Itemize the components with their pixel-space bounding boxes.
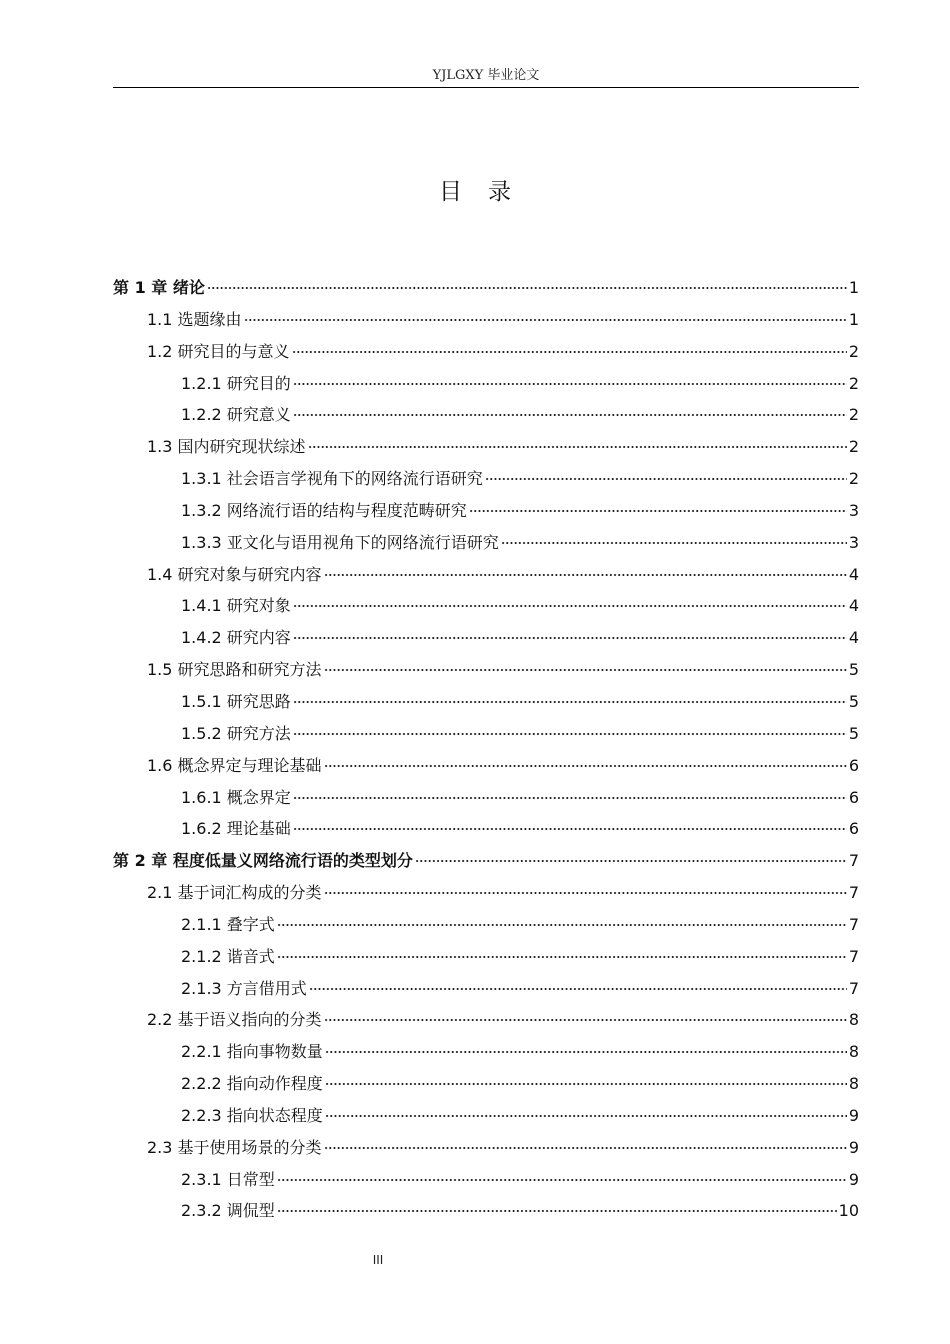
- toc-entry-page-number: 7: [848, 851, 859, 871]
- toc-entry-label: 1.4 研究对象与研究内容: [147, 564, 322, 584]
- toc-entry-label: 1.4.2 研究内容: [181, 628, 291, 648]
- toc-entry-page-number: 2: [848, 437, 859, 457]
- toc-entry-label: 2.2.2 指向动作程度: [181, 1074, 323, 1094]
- toc-entry-page-number: 9: [848, 1169, 859, 1189]
- dot-leader: [293, 637, 847, 639]
- dot-leader: [244, 319, 847, 321]
- toc-subsection-entry[interactable]: [113, 782, 859, 814]
- toc-entry-page-number: 3: [848, 500, 859, 520]
- toc-entry-label: 1.2.2 研究意义: [181, 405, 291, 425]
- toc-subsection-entry[interactable]: [113, 1164, 859, 1196]
- toc-entry-page-number: 4: [848, 564, 859, 584]
- toc-entry-label: 1.2.1 研究目的: [181, 373, 291, 393]
- toc-entry-page-number: 6: [848, 819, 859, 839]
- toc-entry-label: 2.1.2 谐音式: [181, 946, 275, 966]
- toc-entry-label: 2.3 基于使用场景的分类: [147, 1137, 322, 1157]
- toc-entry-page-number: 4: [848, 596, 859, 616]
- toc-entry-page-number: 7: [848, 914, 859, 934]
- dot-leader: [324, 669, 847, 671]
- toc-entry-page-number: 2: [848, 341, 859, 361]
- toc-subsection-entry[interactable]: [113, 941, 859, 973]
- toc-entry-label: 1.3.2 网络流行语的结构与程度范畴研究: [181, 500, 467, 520]
- toc-section-entry[interactable]: [113, 304, 859, 336]
- toc-entry-page-number: 2: [848, 469, 859, 489]
- toc-entry-label: 第 1 章 绪论: [113, 278, 205, 297]
- toc-entry-page-number: 5: [848, 691, 859, 711]
- dot-leader: [501, 542, 847, 544]
- toc-entry-page-number: 2: [848, 373, 859, 393]
- toc-entry-page-number: 2: [848, 405, 859, 425]
- toc-entry-label: 2.3.2 调侃型: [181, 1201, 275, 1221]
- toc-subsection-entry[interactable]: [113, 1036, 859, 1068]
- toc-section-entry[interactable]: [113, 877, 859, 909]
- toc-section-entry[interactable]: [113, 559, 859, 591]
- toc-entry-page-number: 8: [848, 1074, 859, 1094]
- toc-entry-label: 1.3.3 亚文化与语用视角下的网络流行语研究: [181, 532, 499, 552]
- toc-entry-label: 2.3.1 日常型: [181, 1169, 275, 1189]
- running-header: YJLGXY 毕业论文: [432, 68, 540, 83]
- toc-section-entry[interactable]: [113, 336, 859, 368]
- toc-entry-label: 2.1.1 叠字式: [181, 914, 275, 934]
- toc-entry-page-number: 4: [848, 628, 859, 648]
- dot-leader: [293, 605, 847, 607]
- toc-subsection-entry[interactable]: [113, 590, 859, 622]
- dot-leader: [308, 446, 847, 448]
- toc-entry-label: 1.6.1 概念界定: [181, 787, 291, 807]
- toc-entry-label: 1.3 国内研究现状综述: [147, 437, 306, 457]
- dot-leader: [293, 828, 847, 830]
- toc-entry-label: 2.2.3 指向状态程度: [181, 1105, 323, 1125]
- toc-entry-page-number: 1: [848, 309, 859, 329]
- toc-subsection-entry[interactable]: [113, 718, 859, 750]
- dot-leader: [293, 383, 847, 385]
- dot-leader: [324, 892, 847, 894]
- toc-section-entry[interactable]: [113, 1004, 859, 1036]
- dot-leader: [415, 860, 847, 862]
- toc-section-entry[interactable]: [113, 431, 859, 463]
- toc-entry-label: 2.1 基于词汇构成的分类: [147, 883, 322, 903]
- toc-entry-label: 2.2.1 指向事物数量: [181, 1042, 323, 1062]
- toc-subsection-entry[interactable]: [113, 495, 859, 527]
- dot-leader: [309, 988, 847, 990]
- toc-subsection-entry[interactable]: [113, 909, 859, 941]
- toc-subsection-entry[interactable]: [113, 463, 859, 495]
- toc-entry-page-number: 10: [838, 1201, 859, 1221]
- dot-leader: [293, 701, 847, 703]
- toc-entry-label: 1.3.1 社会语言学视角下的网络流行语研究: [181, 469, 483, 489]
- toc-entry-label: 1.6.2 理论基础: [181, 819, 291, 839]
- toc-title: 目录: [439, 179, 537, 205]
- dot-leader: [324, 1019, 847, 1021]
- toc-subsection-entry[interactable]: [113, 1100, 859, 1132]
- header-divider: [113, 87, 859, 88]
- toc-entry-label: 1.6 概念界定与理论基础: [147, 755, 322, 775]
- toc-entry-page-number: 6: [848, 755, 859, 775]
- toc-entry-label: 1.5 研究思路和研究方法: [147, 660, 322, 680]
- toc-subsection-entry[interactable]: [113, 527, 859, 559]
- toc-section-entry[interactable]: [113, 654, 859, 686]
- toc-entry-label: 1.5.2 研究方法: [181, 723, 291, 743]
- dot-leader: [325, 1115, 847, 1117]
- toc-subsection-entry[interactable]: [113, 622, 859, 654]
- page-number: III: [372, 1253, 384, 1267]
- toc-entry-page-number: 3: [848, 532, 859, 552]
- toc-entry-page-number: 9: [848, 1137, 859, 1157]
- toc-subsection-entry[interactable]: [113, 368, 859, 400]
- dot-leader: [324, 765, 847, 767]
- toc-subsection-entry[interactable]: [113, 813, 859, 845]
- toc-subsection-entry[interactable]: [113, 399, 859, 431]
- toc-entry-page-number: 1: [848, 278, 859, 297]
- dot-leader: [324, 574, 847, 576]
- dot-leader: [277, 956, 847, 958]
- dot-leader: [293, 797, 847, 799]
- toc-entry-page-number: 7: [848, 883, 859, 903]
- toc-entry-page-number: 8: [848, 1042, 859, 1062]
- toc-entry-label: 第 2 章 程度低量义网络流行语的类型划分: [113, 851, 413, 871]
- dot-leader: [325, 1051, 847, 1053]
- toc-subsection-entry[interactable]: [113, 1068, 859, 1100]
- dot-leader: [293, 733, 847, 735]
- dot-leader: [277, 1210, 837, 1212]
- toc-entry-label: 1.4.1 研究对象: [181, 596, 291, 616]
- dot-leader: [485, 478, 847, 480]
- dot-leader: [207, 287, 847, 289]
- toc-entry-label: 1.1 选题缘由: [147, 309, 242, 329]
- toc-entry-label: 2.2 基于语义指向的分类: [147, 1010, 322, 1030]
- toc-entry-page-number: 5: [848, 723, 859, 743]
- toc-section-entry[interactable]: [113, 750, 859, 782]
- dot-leader: [277, 924, 847, 926]
- dot-leader: [292, 351, 847, 353]
- toc-subsection-entry[interactable]: [113, 973, 859, 1005]
- toc-entry-label: 1.2 研究目的与意义: [147, 341, 290, 361]
- toc-entry-page-number: 8: [848, 1010, 859, 1030]
- toc-subsection-entry[interactable]: [113, 1195, 859, 1227]
- toc-entry-label: 1.5.1 研究思路: [181, 691, 291, 711]
- toc-entry-page-number: 5: [848, 660, 859, 680]
- toc-entry-page-number: 7: [848, 978, 859, 998]
- dot-leader: [293, 414, 847, 416]
- toc-subsection-entry[interactable]: [113, 686, 859, 718]
- toc-section-entry[interactable]: [113, 1132, 859, 1164]
- toc-entry-page-number: 6: [848, 787, 859, 807]
- dot-leader: [325, 1083, 847, 1085]
- dot-leader: [469, 510, 847, 512]
- table-of-contents: [113, 272, 859, 1227]
- dot-leader: [324, 1147, 847, 1149]
- toc-entry-label: 2.1.3 方言借用式: [181, 978, 307, 998]
- toc-chapter-entry[interactable]: [113, 845, 859, 877]
- dot-leader: [277, 1179, 847, 1181]
- toc-chapter-entry[interactable]: [113, 272, 859, 304]
- toc-entry-page-number: 7: [848, 946, 859, 966]
- toc-entry-page-number: 9: [848, 1105, 859, 1125]
